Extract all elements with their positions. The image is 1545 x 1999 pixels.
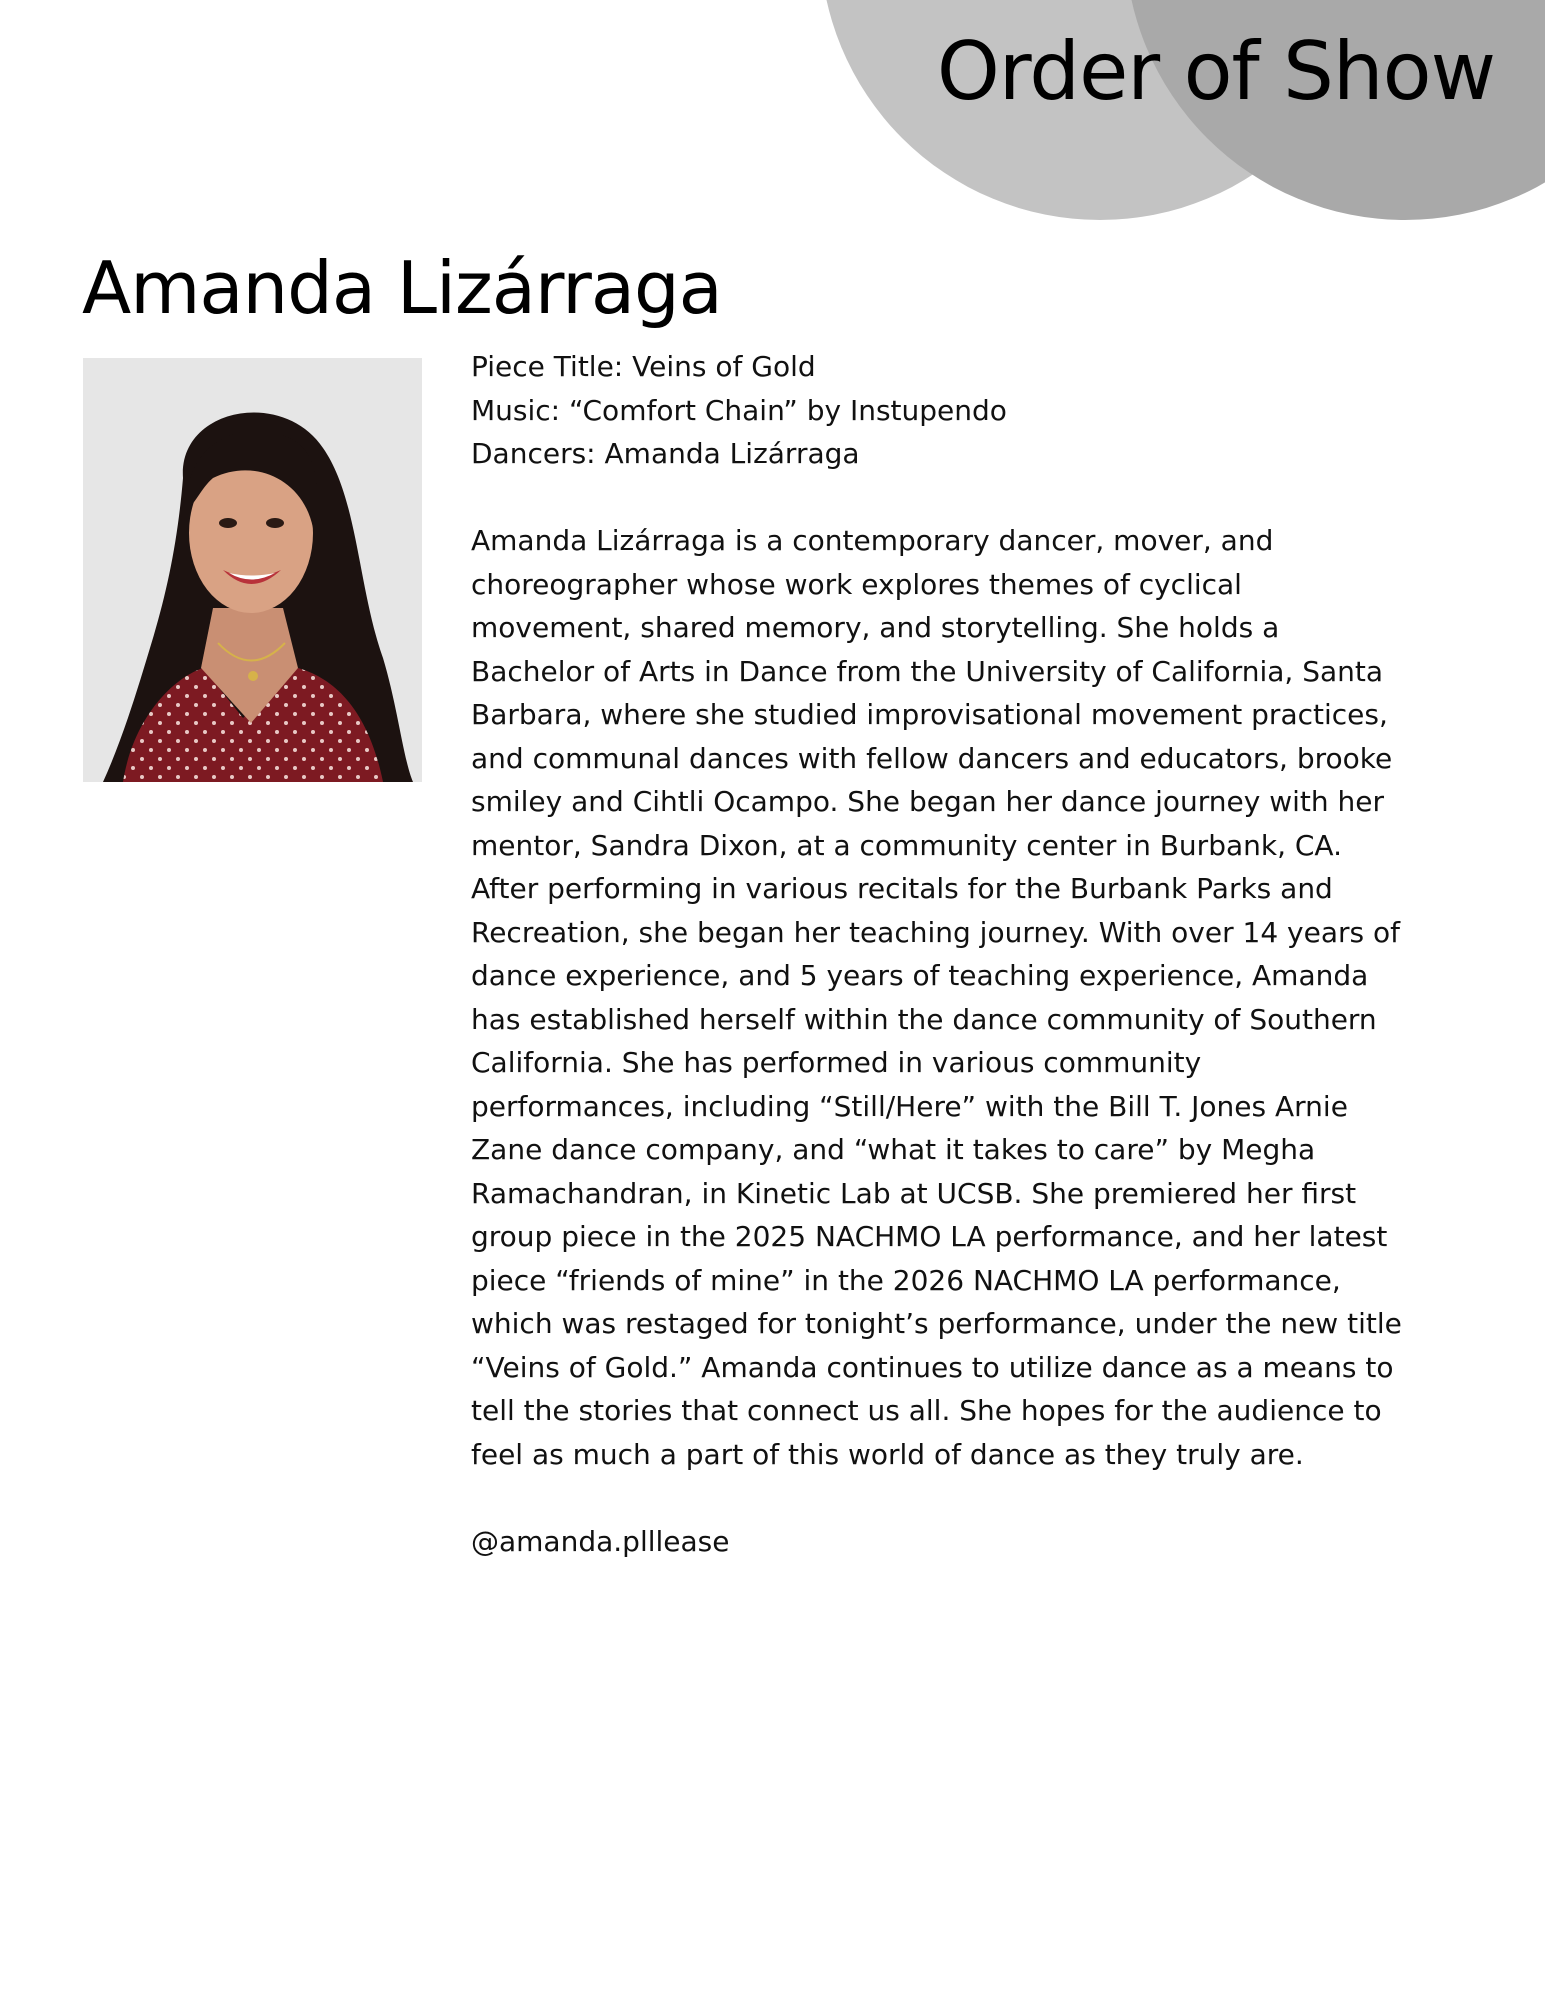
music-line: Music: “Comfort Chain” by Instupendo [471,393,1007,427]
page-title: Order of Show [936,25,1495,118]
piece-title-line: Piece Title: Veins of Gold [471,350,816,383]
performer-bio: Amanda Lizárraga is a contemporary dancer, mover, and choreographer whose work explores themes of cyclical movement, shared memory, and storytelling. She holds a Bachelor of Arts in Dance from the University of California, Santa Barbara, where she studied improvisational movement practices, and communal dances with fellow dancers and educators, brooke smiley and Cihtli Ocampo. She began her dance journey with her mentor, Sandra Dixon, at a community center in Burbank, CA. After performing in various recitals for the Burbank Parks and Recreation, she began her teaching journey. With over 14 years of dance experience, and 5 years of teaching experience, Amanda has established herself within the dance community of Southern California. She has performed in various community performances, including “Still/Here” with the Bill T. Jones Arnie Zane dance company, and “what it takes to care” by Megha Ramachandran, in Kinetic Lab at UCSB. She premiered her first group piece in the 2025 NACHMO LA performance, and her latest piece “friends of mine” in the 2026 NACHMO LA performance, which was restaged for tonight’s performance, under the new title “Veins of Gold.” Amanda continues to utilize dance as a means to tell the stories that connect us all. She hopes for the audience to feel as much a part of this world of dance as they truly are. [471,524,1402,1471]
performer-name: Amanda Lizárraga [82,246,722,330]
performer-photo [83,358,422,782]
social-handle: @amanda.plllease [471,1524,730,1558]
dancers-line: Dancers: Amanda Lizárraga [471,437,860,470]
piece-info [471,345,1406,1563]
